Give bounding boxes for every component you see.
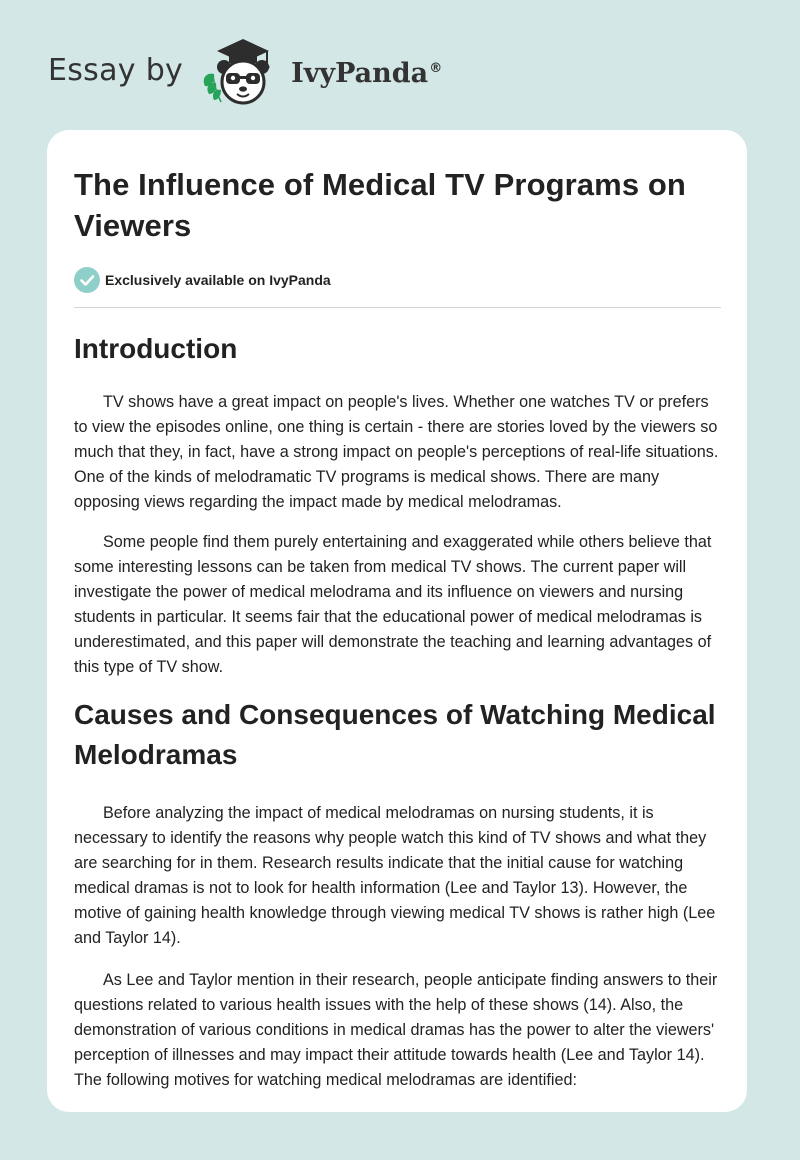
exclusive-text: Exclusively available on IvyPanda (105, 272, 331, 288)
section-heading-causes: Causes and Consequences of Watching Medical Melodramas (74, 699, 716, 770)
paragraph: TV shows have a great impact on people's lives. Whether one watches TV or prefers to view the episodes online, one thing is certain - there are stories loved by the viewers so much that they, in fact, have a strong impact on people's perceptions of real-life situations. One of the kinds of melodramatic TV programs is medical shows. There are many opposing views regarding the impact made by medical melodramas. (74, 393, 719, 511)
essay-card (47, 130, 747, 1112)
essay-title: The Influence of Medical TV Programs on Viewers (74, 167, 686, 243)
paragraph: Before analyzing the impact of medical melodramas on nursing students, it is necessary to identify the reasons why people watch this kind of TV shows and what they are searching for in them. Research results indicate that the initial cause for watching medical dramas is not to look for health information (Lee and Taylor 13). However, the motive of gaining health knowledge through viewing medical TV shows is rather high (Lee and Taylor 14). (74, 804, 716, 947)
panda-graduate-icon[interactable] (197, 36, 289, 108)
divider (74, 307, 721, 308)
site-header (48, 36, 442, 108)
brand-prefix: Essay by (48, 52, 184, 88)
registered-mark: ® (429, 60, 443, 76)
section-heading-introduction: Introduction (74, 333, 238, 364)
exclusive-badge (74, 266, 721, 294)
brand-name[interactable]: IvyPanda® (291, 57, 443, 89)
check-circle-icon (74, 267, 100, 293)
paragraph: Some people find them purely entertaining and exaggerated while others believe that some interesting lessons can be taken from medical TV shows. The current paper will investigate the power of medical melodrama and its influence on viewers and nursing students in particular. It seems fair that the educational power of medical melodramas is underestimated, and this paper will demonstrate the teaching and learning advantages of this type of TV show. (74, 533, 712, 676)
paragraph: As Lee and Taylor mention in their research, people anticipate finding answers to their questions related to various health issues with the help of these shows (14). Also, the demonstration of various conditions in medical dramas has the power to alter the viewers' perception of illnesses and may impact their attitude towards health (Lee and Taylor 14). The following motives for watching medical melodramas are identified: (74, 971, 718, 1089)
